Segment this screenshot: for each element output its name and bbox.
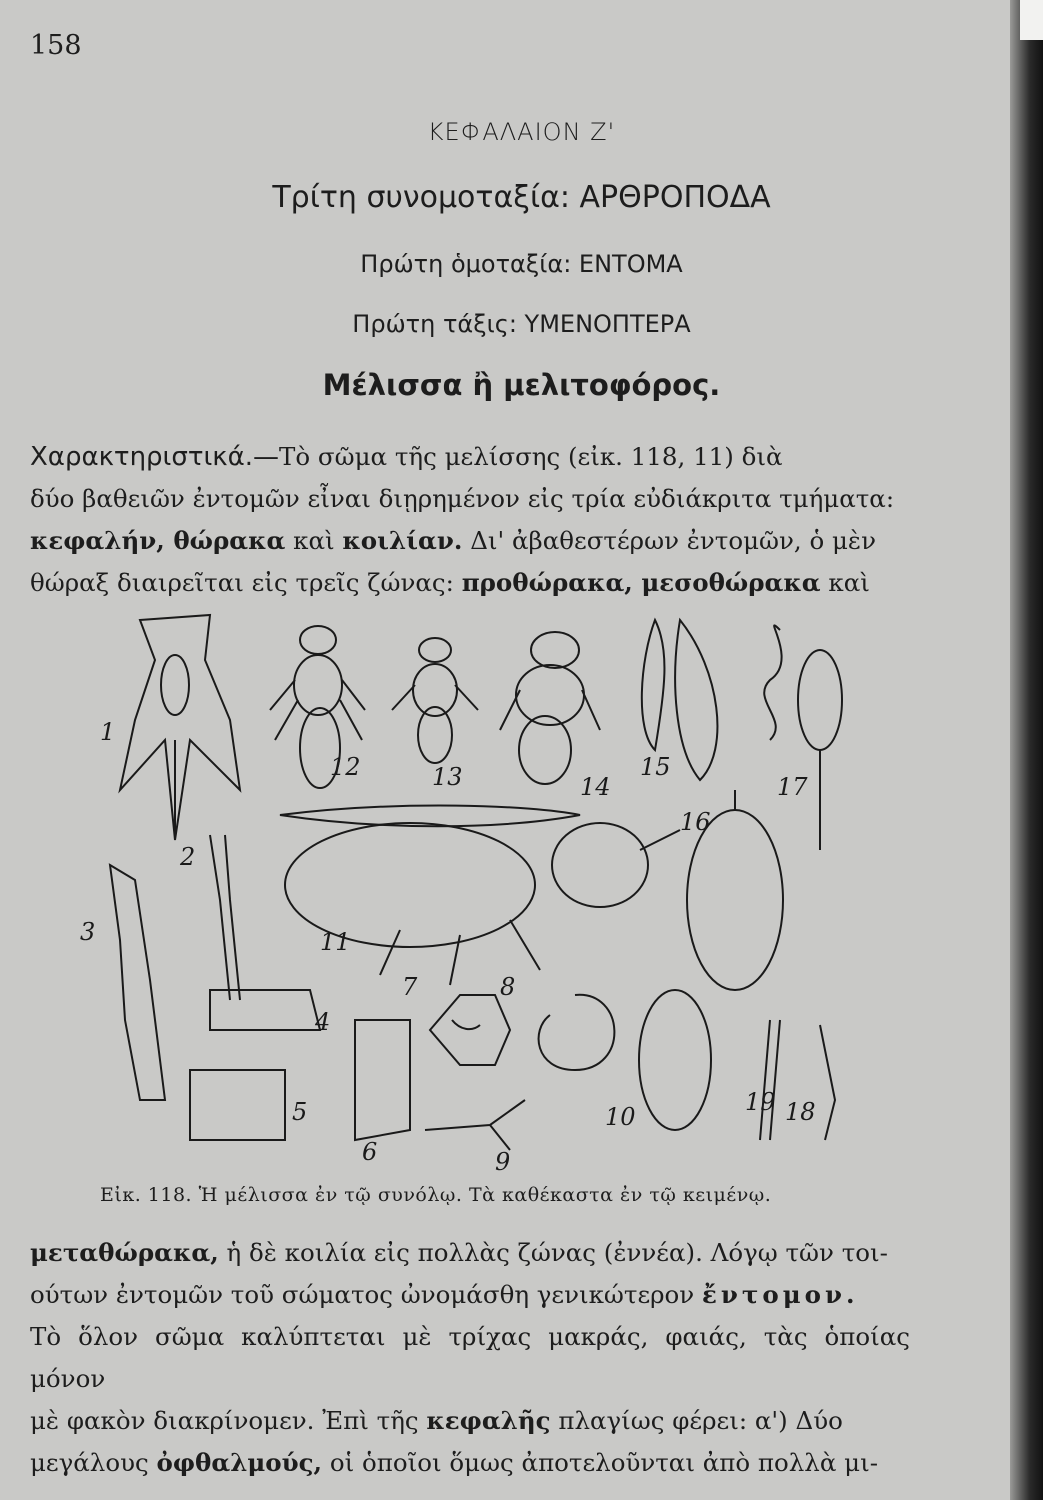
drawing-bee-side-view [280, 806, 680, 985]
figure-label-17: 17 [777, 773, 808, 801]
text-run: Δι' ἀβαθεστέρων ἐντομῶν, ὁ μὲν [462, 526, 876, 555]
paragraph-characteristics [30, 436, 910, 604]
figure-label-9: 9 [495, 1148, 511, 1176]
bold-term: μεταθώρακα, [30, 1238, 219, 1267]
text-run: μὲ φακὸν διακρίνομεν. Ἐπὶ τῆς [30, 1406, 427, 1435]
order-heading: Πρώτη τάξις: ΥΜΕΝΟΠΤΕΡΑ [352, 310, 691, 338]
figure-label-15: 15 [640, 753, 671, 781]
bold-term: ὀφθαλμούς, [156, 1448, 323, 1477]
paragraph-line [30, 1232, 910, 1274]
text-run: μεγάλους [30, 1448, 157, 1477]
figure-caption: Εἰκ. 118. Ἡ μέλισσα ἐν τῷ συνόλῳ. Τὰ καθέκαστα ἐν τῷ κειμένῳ. [100, 1184, 772, 1206]
page-corner [1020, 0, 1043, 40]
book-spine-shadow [1010, 0, 1043, 1500]
text-run: Τὸ σῶμα τῆς μελίσσης (εἰκ. 118, 11) διὰ [279, 442, 783, 471]
figure-label-11: 11 [320, 928, 351, 956]
drawing-leg-detail [210, 835, 240, 1000]
figure-label-4: 4 [315, 1008, 331, 1036]
drawing-pupa [639, 990, 711, 1130]
drawing-mouthparts [120, 615, 240, 840]
figure-label-8: 8 [500, 973, 516, 1001]
figure-label-3: 3 [80, 918, 96, 946]
figure-label-18: 18 [785, 1098, 816, 1126]
figure-label-10: 10 [605, 1103, 636, 1131]
drawing-hexagon-cell [430, 995, 510, 1065]
drawing-venom-gland [764, 625, 842, 850]
bold-term: κοιλίαν. [342, 526, 463, 555]
phylum-heading: Τρίτη συνομοταξία: ΑΡΘΡΟΠΟΔΑ [272, 180, 771, 215]
class-heading: Πρώτη ὁμοταξία: ΕΝΤΟΜΑ [360, 250, 683, 278]
drawing-sting [425, 1100, 525, 1150]
text-run: πλαγίως φέρει: α') Δύο [550, 1406, 843, 1435]
bee-anatomy-illustration [80, 600, 980, 1180]
figure-label-16: 16 [680, 808, 711, 836]
drawing-hind-leg [110, 865, 165, 1100]
text-run: καὶ [285, 526, 343, 555]
text-run: καὶ [820, 568, 870, 597]
figure-label-7: 7 [402, 973, 418, 1001]
paragraph-line [30, 436, 910, 478]
figure-label-5: 5 [292, 1098, 308, 1126]
figure-label-14: 14 [580, 773, 611, 801]
paragraph-line [30, 562, 910, 604]
drawing-larva [539, 995, 615, 1070]
chapter-heading: ΚΕΦΑΛΑΙΟΝ Ζ' [427, 118, 616, 146]
paragraph-line [30, 520, 910, 562]
paragraph-line [30, 1442, 910, 1484]
text-run: ούτων ἐντομῶν τοῦ σώματος ὠνομάσθη γενικώτερον [30, 1280, 702, 1309]
spaced-bold-term: ἔντομον. [702, 1280, 859, 1309]
figure-label-12: 12 [330, 753, 361, 781]
drawing-worker [392, 638, 478, 763]
figure-label-13: 13 [432, 763, 463, 791]
species-heading: Μέλισσα ἢ μελιτοφόρος. [322, 368, 721, 402]
text-run: ἡ δὲ κοιλία εἰς πολλὰς ζώνας (ἐννέα). Λόγῳ τῶν τοι- [218, 1238, 888, 1267]
bold-term: κεφαλῆς [426, 1406, 551, 1435]
paragraph-line: δύο βαθειῶν ἐντομῶν εἶναι διῃρημένον εἰς τρία εὐδιάκριτα τμήματα: [30, 484, 895, 513]
section-lead: Χαρακτηριστικά.— [30, 442, 280, 472]
paragraph-continuation [30, 1232, 910, 1484]
drawing-drone [500, 632, 600, 784]
bold-term: προθώρακα, μεσοθώρακα [461, 568, 821, 597]
text-run: οἱ ὁποῖοι ὅμως ἀποτελοῦνται ἀπὸ πολλὰ μι- [322, 1448, 878, 1477]
paragraph-line [30, 1274, 910, 1316]
figure-label-2: 2 [180, 843, 196, 871]
bee-anatomy-figure [80, 600, 980, 1180]
page-number: 158 [30, 30, 82, 61]
paragraph-line: Τὸ ὅλον σῶμα καλύπτεται μὲ τρίχας μακράς, φαιάς, τὰς ὁποίας μόνον [30, 1322, 910, 1393]
figure-label-6: 6 [362, 1138, 378, 1166]
text-run: θώραξ διαιρεῖται εἰς τρεῖς ζώνας: [30, 568, 462, 597]
figure-label-19: 19 [745, 1088, 776, 1116]
paragraph-line [30, 1400, 910, 1442]
bold-term: κεφαλήν, θώρακα [30, 526, 286, 555]
figure-label-1: 1 [100, 718, 116, 746]
